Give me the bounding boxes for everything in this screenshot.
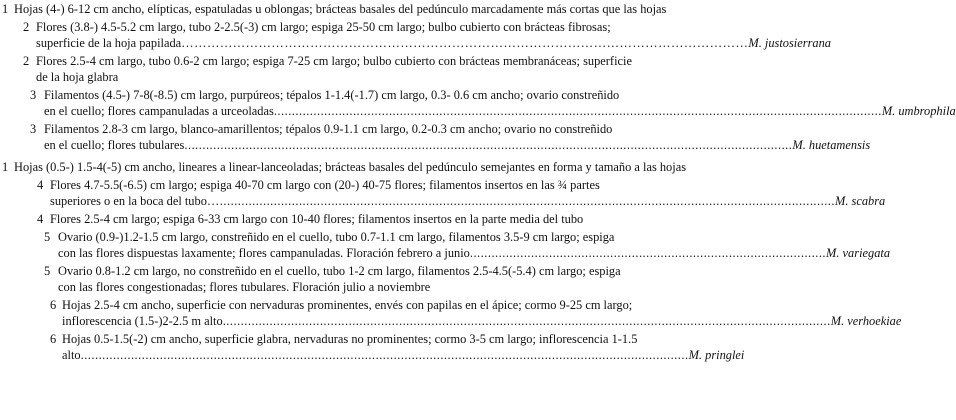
leader-dots: ...................................................................................................: [469, 246, 827, 260]
entry-text: Hojas 0.5-1.5(-2) cm ancho, superficie glabra, nervaduras no prominentes; cormo 3-5 cm largo; inflorescencia 1-1.5: [62, 332, 638, 346]
key-entry: [0, 177, 886, 209]
entry-text-end: inflorescencia (1.5-)2-2.5 m alto: [62, 314, 223, 328]
leader-dots: .........................................................................................................................................................................: [184, 138, 793, 152]
key-entry: [0, 159, 737, 175]
entry-text-end: alto: [62, 348, 81, 362]
taxon-name: M. justosierrana: [748, 36, 831, 50]
entry-text: Hojas 2.5-4 cm ancho, superficie con nervaduras prominentes, envés con papilas en el ápice; cormo 9-25 cm largo;: [62, 298, 633, 312]
taxon-name: M. verhoekiae: [830, 314, 902, 328]
key-entry: [0, 211, 737, 227]
entry-text-end: en el cuello; flores campanuladas a urceoladas: [44, 104, 274, 118]
key-entry: [0, 121, 871, 153]
entry-text: Hojas (0.5-) 1.5-4(-5) cm ancho, lineares a linear-lanceoladas; brácteas basales del pedúnculo semejantes en forma y tamaño a las hojas: [14, 160, 687, 174]
key-entry: [0, 1, 737, 17]
leader-dots: .........................................................................................................................................................................: [273, 104, 882, 118]
taxon-name: M. variegata: [826, 246, 891, 260]
couplet-number: 3: [30, 122, 37, 136]
entry-text: Flores 4.7-5.5(-6.5) cm largo; espiga 40-70 cm largo con (20-) 40-75 flores; filamentos insertos en las ¾ partes: [50, 178, 600, 192]
entry-text: Ovario (0.9-)1.2-1.5 cm largo, constreñido en el cuello, tubo 0.7-1.1 cm largo, filamentos 3.5-9 cm largo; espiga: [58, 230, 615, 244]
couplet-number: 1: [2, 2, 9, 16]
couplet-number: 5: [44, 264, 51, 278]
couplet-number: 3: [30, 88, 37, 102]
entry-text: Hojas (4-) 6-12 cm ancho, elípticas, espatuladas u oblongas; brácteas basales del pedúnculo marcadamente más cortas que las hojas: [14, 2, 667, 16]
key-entry: [0, 19, 831, 51]
couplet-number: 6: [50, 298, 57, 312]
entry-text: Flores (3.8-) 4.5-5.2 cm largo, tubo 2-2.5(-3) cm largo; espiga 25-50 cm largo; bulbo cubierto con brácteas fibrosas;: [36, 20, 611, 34]
couplet-number: 6: [50, 332, 57, 346]
couplet-number: 2: [23, 20, 30, 34]
identification-key: [0, 1, 956, 365]
key-entry: [0, 263, 737, 295]
couplet-number: 1: [2, 160, 9, 174]
entry-text: Flores 2.5-4 cm largo, tubo 0.6-2 cm largo; espiga 7-25 cm largo; bulbo cubierto con brácteas membranáceas; superficie: [36, 54, 632, 68]
entry-text-end: de la hoja glabra: [36, 70, 119, 84]
entry-text: Filamentos 2.8-3 cm largo, blanco-amarillentos; tépalos 0.9-1.1 cm largo, 0.2-0.3 cm ancho; ovario no constreñido: [44, 122, 613, 136]
taxon-name: M. huetamensis: [792, 138, 871, 152]
couplet-number: 5: [44, 230, 51, 244]
entry-text-end: en el cuello; flores tubulares: [44, 138, 185, 152]
entry-text: Flores 2.5-4 cm largo; espiga 6-33 cm largo con 10-40 flores; filamentos insertos en la parte media del tubo: [50, 212, 584, 226]
key-entry: [0, 331, 745, 363]
taxon-name: M. scabra: [835, 194, 886, 208]
key-entry: [0, 87, 956, 119]
entry-text-end: superiores o en la boca del tubo: [50, 194, 207, 208]
entry-text: Ovario 0.8-1.2 cm largo, no constreñido en el cuello, tubo 1-2 cm largo, filamentos 2.5-4.5(-5.4) cm largo; espiga: [58, 264, 621, 278]
key-entry: [0, 229, 891, 261]
couplet-number: 2: [23, 54, 30, 68]
taxon-name: M. pringlei: [688, 348, 745, 362]
taxon-name: M. umbrophila: [881, 104, 956, 118]
couplet-number: 4: [37, 178, 44, 192]
entry-text-end: con las flores dispuestas laxamente; flores campanuladas. Floración febrero a junio: [58, 246, 470, 260]
key-entry: [0, 53, 737, 85]
leader-dots: ……………………………………………………………………………………………………………………: [181, 36, 749, 50]
leader-dots: …...........................................................................................................................................................................: [206, 194, 835, 208]
couplet-number: 4: [37, 212, 44, 226]
leader-dots: .........................................................................................................................................................................: [80, 348, 689, 362]
entry-text: Filamentos (4.5-) 7-8(-8.5) cm largo, purpúreos; tépalos 1-1.4(-1.7) cm largo, 0.3- 0.6 cm ancho; ovario constreñido: [44, 88, 620, 102]
key-entry: [0, 297, 902, 329]
leader-dots: .........................................................................................................................................................................: [222, 314, 831, 328]
entry-text-end: superficie de la hoja papilada: [36, 36, 182, 50]
entry-text-end: con las flores congestionadas; flores tubulares. Floración julio a noviembre: [58, 280, 431, 294]
